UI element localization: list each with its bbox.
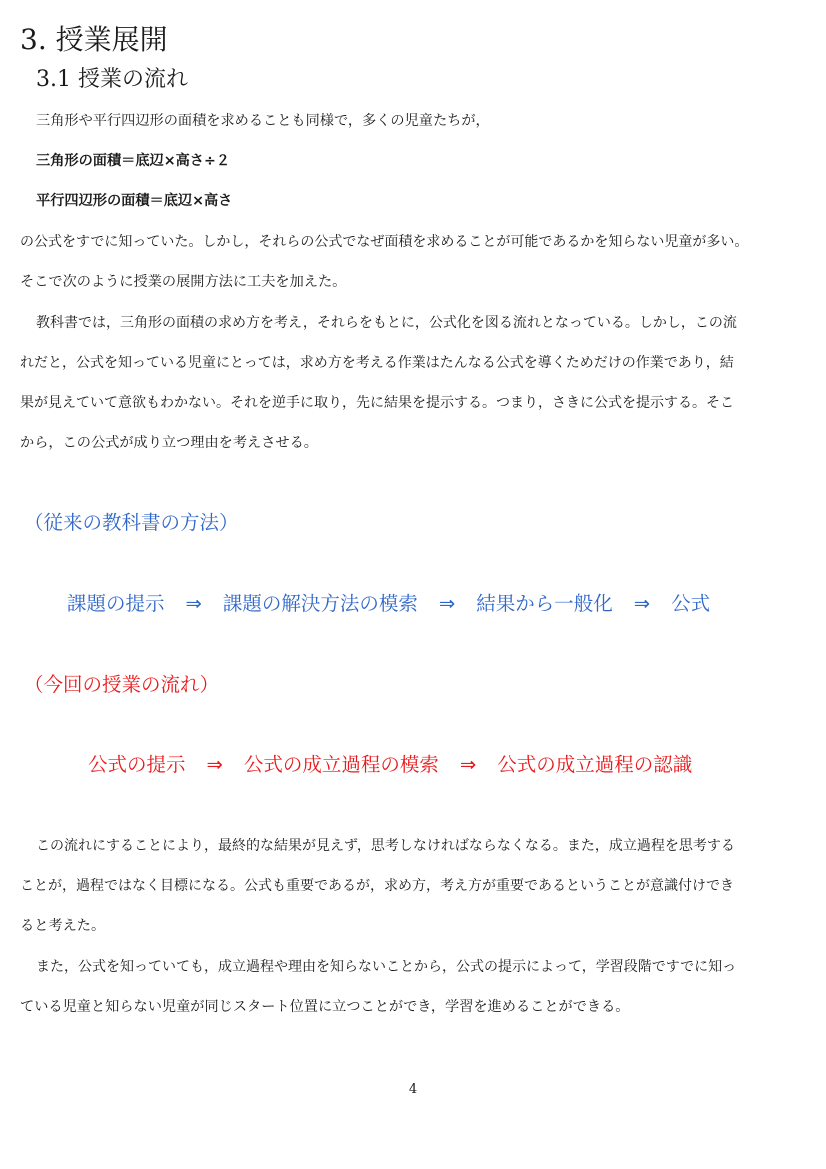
- paragraph1-line-1: 教科書では，三角形の面積の求め方を考え，それらをもとに，公式化を図る流れとなっている。しかし，この流: [36, 315, 737, 331]
- paragraph2-line-2: ことが，過程ではなく目標になる。公式も重要であるが，求め方，考え方が重要であるということが意識付けでき: [20, 878, 734, 894]
- arrow-icon: ⇒: [459, 753, 477, 776]
- paragraph1-line-3: 果が見えていて意欲もわかない。それを逆手に取り，先に結果を提示する。つまり，さきに公式を提示する。そこ: [20, 395, 734, 411]
- page-number: 4: [408, 1082, 418, 1097]
- current-step-2: 公式の成立過程の模索: [243, 753, 439, 776]
- traditional-step-2: 課題の解決方法の模索: [222, 592, 418, 615]
- arrow-icon: ⇒: [206, 753, 223, 776]
- intro-line-2: の公式をすでに知っていた。しかし，それらの公式でなぜ面積を求めることが可能であるかを知らない児童が多い。: [20, 234, 749, 250]
- arrow-icon: ⇒: [633, 592, 651, 615]
- paragraph1-line-2: れだと，公式を知っている児童にとっては，求め方を考える作業はたんなる公式を導くためだけの作業であり，結: [20, 355, 734, 371]
- traditional-flow: [67, 591, 710, 617]
- traditional-step-3: 結果から一般化: [476, 592, 613, 615]
- paragraph3-line-2: ている児童と知らない児童が同じスタート位置に立つことができ，学習を進めることができる。: [20, 999, 630, 1015]
- paragraph2-line-1: この流れにすることにより，最終的な結果が見えず，思考しなければならなくなる。また，成立過程を思考する: [36, 838, 735, 854]
- formula-parallelogram: 平行四辺形の面積＝底辺×高さ: [36, 193, 233, 209]
- formula-triangle: 三角形の面積＝底辺×高さ÷２: [36, 153, 231, 169]
- paragraph2-line-3: ると考えた。: [20, 918, 106, 934]
- current-method-label: （今回の授業の流れ）: [24, 673, 220, 696]
- traditional-step-1: 課題の提示: [67, 592, 165, 615]
- current-flow: [88, 752, 692, 778]
- paragraph3-line-1: また，公式を知っていても，成立過程や理由を知らないことから，公式の提示によって，学習段階ですでに知っ: [36, 959, 737, 975]
- intro-line-3: そこで次のように授業の展開方法に工夫を加えた。: [20, 274, 347, 290]
- section-heading: 3. 授業展開: [20, 23, 168, 56]
- subsection-heading: 3.1 授業の流れ: [36, 67, 188, 92]
- paragraph1-line-4: から，この公式が成り立つ理由を考えさせる。: [20, 435, 318, 451]
- traditional-step-4: 公式: [671, 592, 711, 615]
- intro-line-1: 三角形や平行四辺形の面積を求めることも同様で，多くの児童たちが，: [36, 113, 490, 129]
- arrow-icon: ⇒: [185, 592, 202, 615]
- current-step-3: 公式の成立過程の認識: [497, 753, 693, 776]
- traditional-method-label: （従来の教科書の方法）: [24, 511, 239, 534]
- arrow-icon: ⇒: [438, 592, 456, 615]
- current-step-1: 公式の提示: [88, 753, 186, 776]
